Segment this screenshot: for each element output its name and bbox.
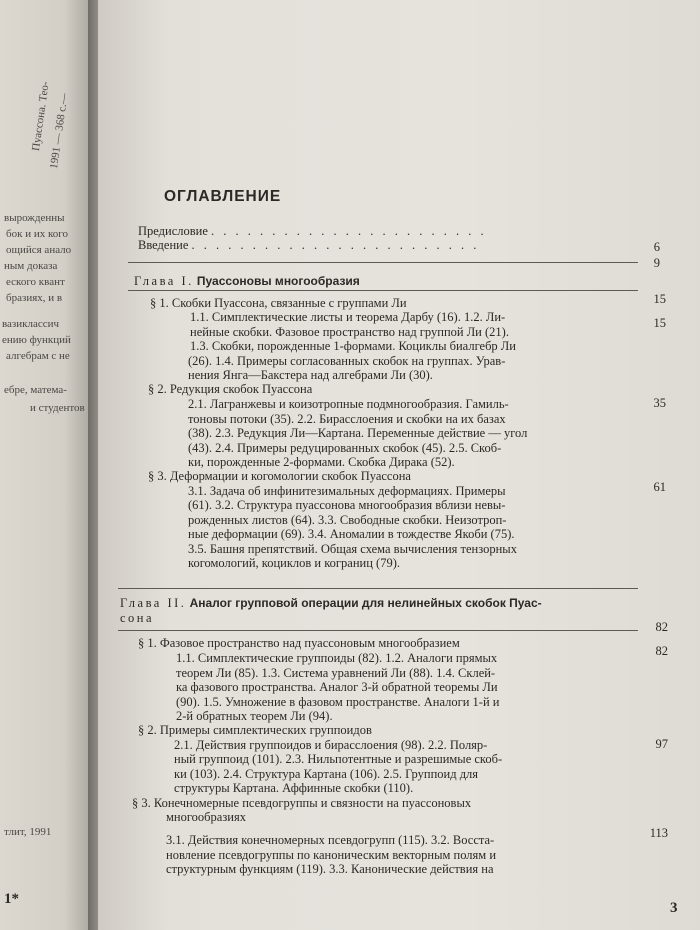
toc-section: § 3. Конечномерные псевдогруппы и связности на пуассоновых [132, 796, 472, 810]
toc-subsection: (61). 3.2. Структура пуассонова многообразия вблизи невы- [188, 498, 506, 512]
divider [128, 290, 638, 291]
left-fragment: алгебрам с не [6, 350, 70, 362]
toc-section: § 1. Скобки Пуассона, связанные с группами Ли [150, 296, 407, 310]
toc-section: § 3. Деформации и когомологии скобок Пуассона [148, 469, 411, 483]
left-fragment: тлит, 1991 [4, 826, 52, 838]
toc-subsection: ка фазового пространства. Аналог 3-й обратной теоремы Ли [176, 680, 498, 694]
left-fragment: ению функций [2, 334, 71, 346]
toc-subsection: 1.3. Скобки, порожденные 1-формами. Коциклы биалгебр Ли [190, 339, 516, 353]
toc-subsection: (26). 1.4. Примеры согласованных скобок на группах. Урав- [188, 354, 506, 368]
toc-section: § 1. Фазовое пространство над пуассоновым многообразием [138, 636, 460, 650]
toc-subsection: 1.1. Симплектические группоиды (82). 1.2. Аналоги прямых [176, 651, 498, 665]
page-number: 9 [653, 256, 660, 270]
toc-subsection: структуры Картана. Аффинные скобки (110). [174, 781, 414, 795]
toc-subsection: ки, порожденные 2-формами. Скобка Дирака (52). [188, 455, 455, 469]
toc-entry-intro: Введение . . . . . . . . . . . . . . . . . . . . . . . . [138, 238, 480, 252]
toc-subsection: новление псевдогруппы по каноническим векторным полям и [166, 848, 497, 862]
toc-subsection: 3.1. Задача об инфинитезимальных деформациях. Примеры [188, 484, 506, 498]
toc-subsection: 2.1. Действия группоидов и бирасслоения (98). 2.2. Поляр- [174, 738, 488, 752]
toc-subsection: тоновы потоки (35). 2.2. Бирасслоения и скобки на их базах [188, 412, 506, 426]
chapter-heading: Глава I. Пуассоновы многообразия [134, 274, 360, 288]
left-fragment: ебре, матема- [4, 384, 67, 396]
toc-section: § 2. Примеры симплектических группоидов [138, 723, 372, 737]
left-fragment: еского квант [6, 276, 65, 288]
left-fragment: вазиклассич [2, 318, 60, 330]
left-page-edge [0, 0, 92, 930]
toc-section-cont: многообразиях [166, 810, 246, 824]
left-fragment: бок и их кого [6, 228, 68, 240]
signature-mark: 1* [4, 891, 19, 907]
left-fragment: ным доказа [4, 260, 58, 272]
page-number: 6 [653, 240, 660, 254]
left-fragment: бразиях, и в [6, 292, 63, 304]
toc-subsection: теорем Ли (85). 1.3. Система уравнений Ли (88). 1.4. Склей- [176, 666, 496, 680]
toc-page [98, 0, 700, 930]
page-number: 82 [655, 620, 668, 634]
toc-subsection: 2.1. Лагранжевы и коизотропные подмногообразия. Гамиль- [188, 397, 509, 411]
left-fragment: 1991 — 368 с.— [48, 92, 71, 170]
divider [128, 262, 638, 263]
toc-subsection: ные деформации (69). 3.4. Аномалии в тождестве Якоби (75). [188, 527, 515, 541]
divider [118, 588, 638, 589]
folio-number: 3 [670, 900, 678, 916]
toc-subsection: ки (103). 2.4. Структура Картана (106). 2.5. Группоид для [174, 767, 479, 781]
toc-section: § 2. Редукция скобок Пуассона [148, 382, 313, 396]
page-number: 61 [653, 480, 666, 494]
page-number: 113 [649, 826, 668, 840]
toc-subsection: (90). 1.5. Умножение в фазовом пространстве. Аналоги 1-й и [176, 695, 500, 709]
toc-subsection: 3.1. Действия конечномерных псевдогрупп (115). 3.2. Восста- [166, 833, 495, 847]
page-number: 82 [655, 644, 668, 658]
toc-subsection: нения Янга—Бакстера над алгебрами Ли (30). [188, 368, 433, 382]
chapter-heading: Глава II. Аналог групповой операции для нелинейных скобок Пуас- [120, 596, 542, 610]
toc-entry-preface: Предисловие . . . . . . . . . . . . . . . . . . . . . . . [138, 224, 487, 238]
page-number: 97 [655, 737, 668, 751]
toc-subsection: когомологий, коциклов и кограниц (79). [188, 556, 400, 570]
left-fragment: вырожденны [4, 212, 65, 224]
left-fragment: Пуассона. Тео- [30, 80, 52, 152]
page-title: ОГЛАВЛЕНИЕ [164, 188, 282, 205]
page-number: 15 [653, 292, 666, 306]
divider [118, 630, 638, 631]
toc-subsection: (43). 2.4. Примеры редуцированных скобок (45). 2.5. Скоб- [188, 441, 502, 455]
toc-subsection: ный группоид (101). 2.3. Нильпотентные и разрешимые скоб- [174, 752, 503, 766]
toc-subsection: 1.1. Симплектические листы и теорема Дарбу (16). 1.2. Ли- [190, 310, 506, 324]
left-fragment: ощийся анало [6, 244, 72, 256]
page-number: 15 [653, 316, 666, 330]
toc-subsection: 2-й обратных теорем Ли (94). [176, 709, 333, 723]
toc-subsection: структурным функциям (119). 3.3. Канонические действия на [166, 862, 494, 876]
toc-subsection: рожденных листов (64). 3.3. Свободные скобки. Неизотроп- [188, 513, 507, 527]
toc-subsection: нейные скобки. Фазовое пространство над группой Ли (21). [190, 325, 509, 339]
toc-subsection: 3.5. Башня препятствий. Общая схема вычисления тензорных [188, 542, 517, 556]
left-fragment: и студентов [30, 402, 85, 414]
toc-subsection: (38). 2.3. Редукция Ли—Картана. Переменные действие — угол [188, 426, 528, 440]
page-number: 35 [653, 396, 666, 410]
chapter-heading-cont: сона [120, 611, 155, 625]
